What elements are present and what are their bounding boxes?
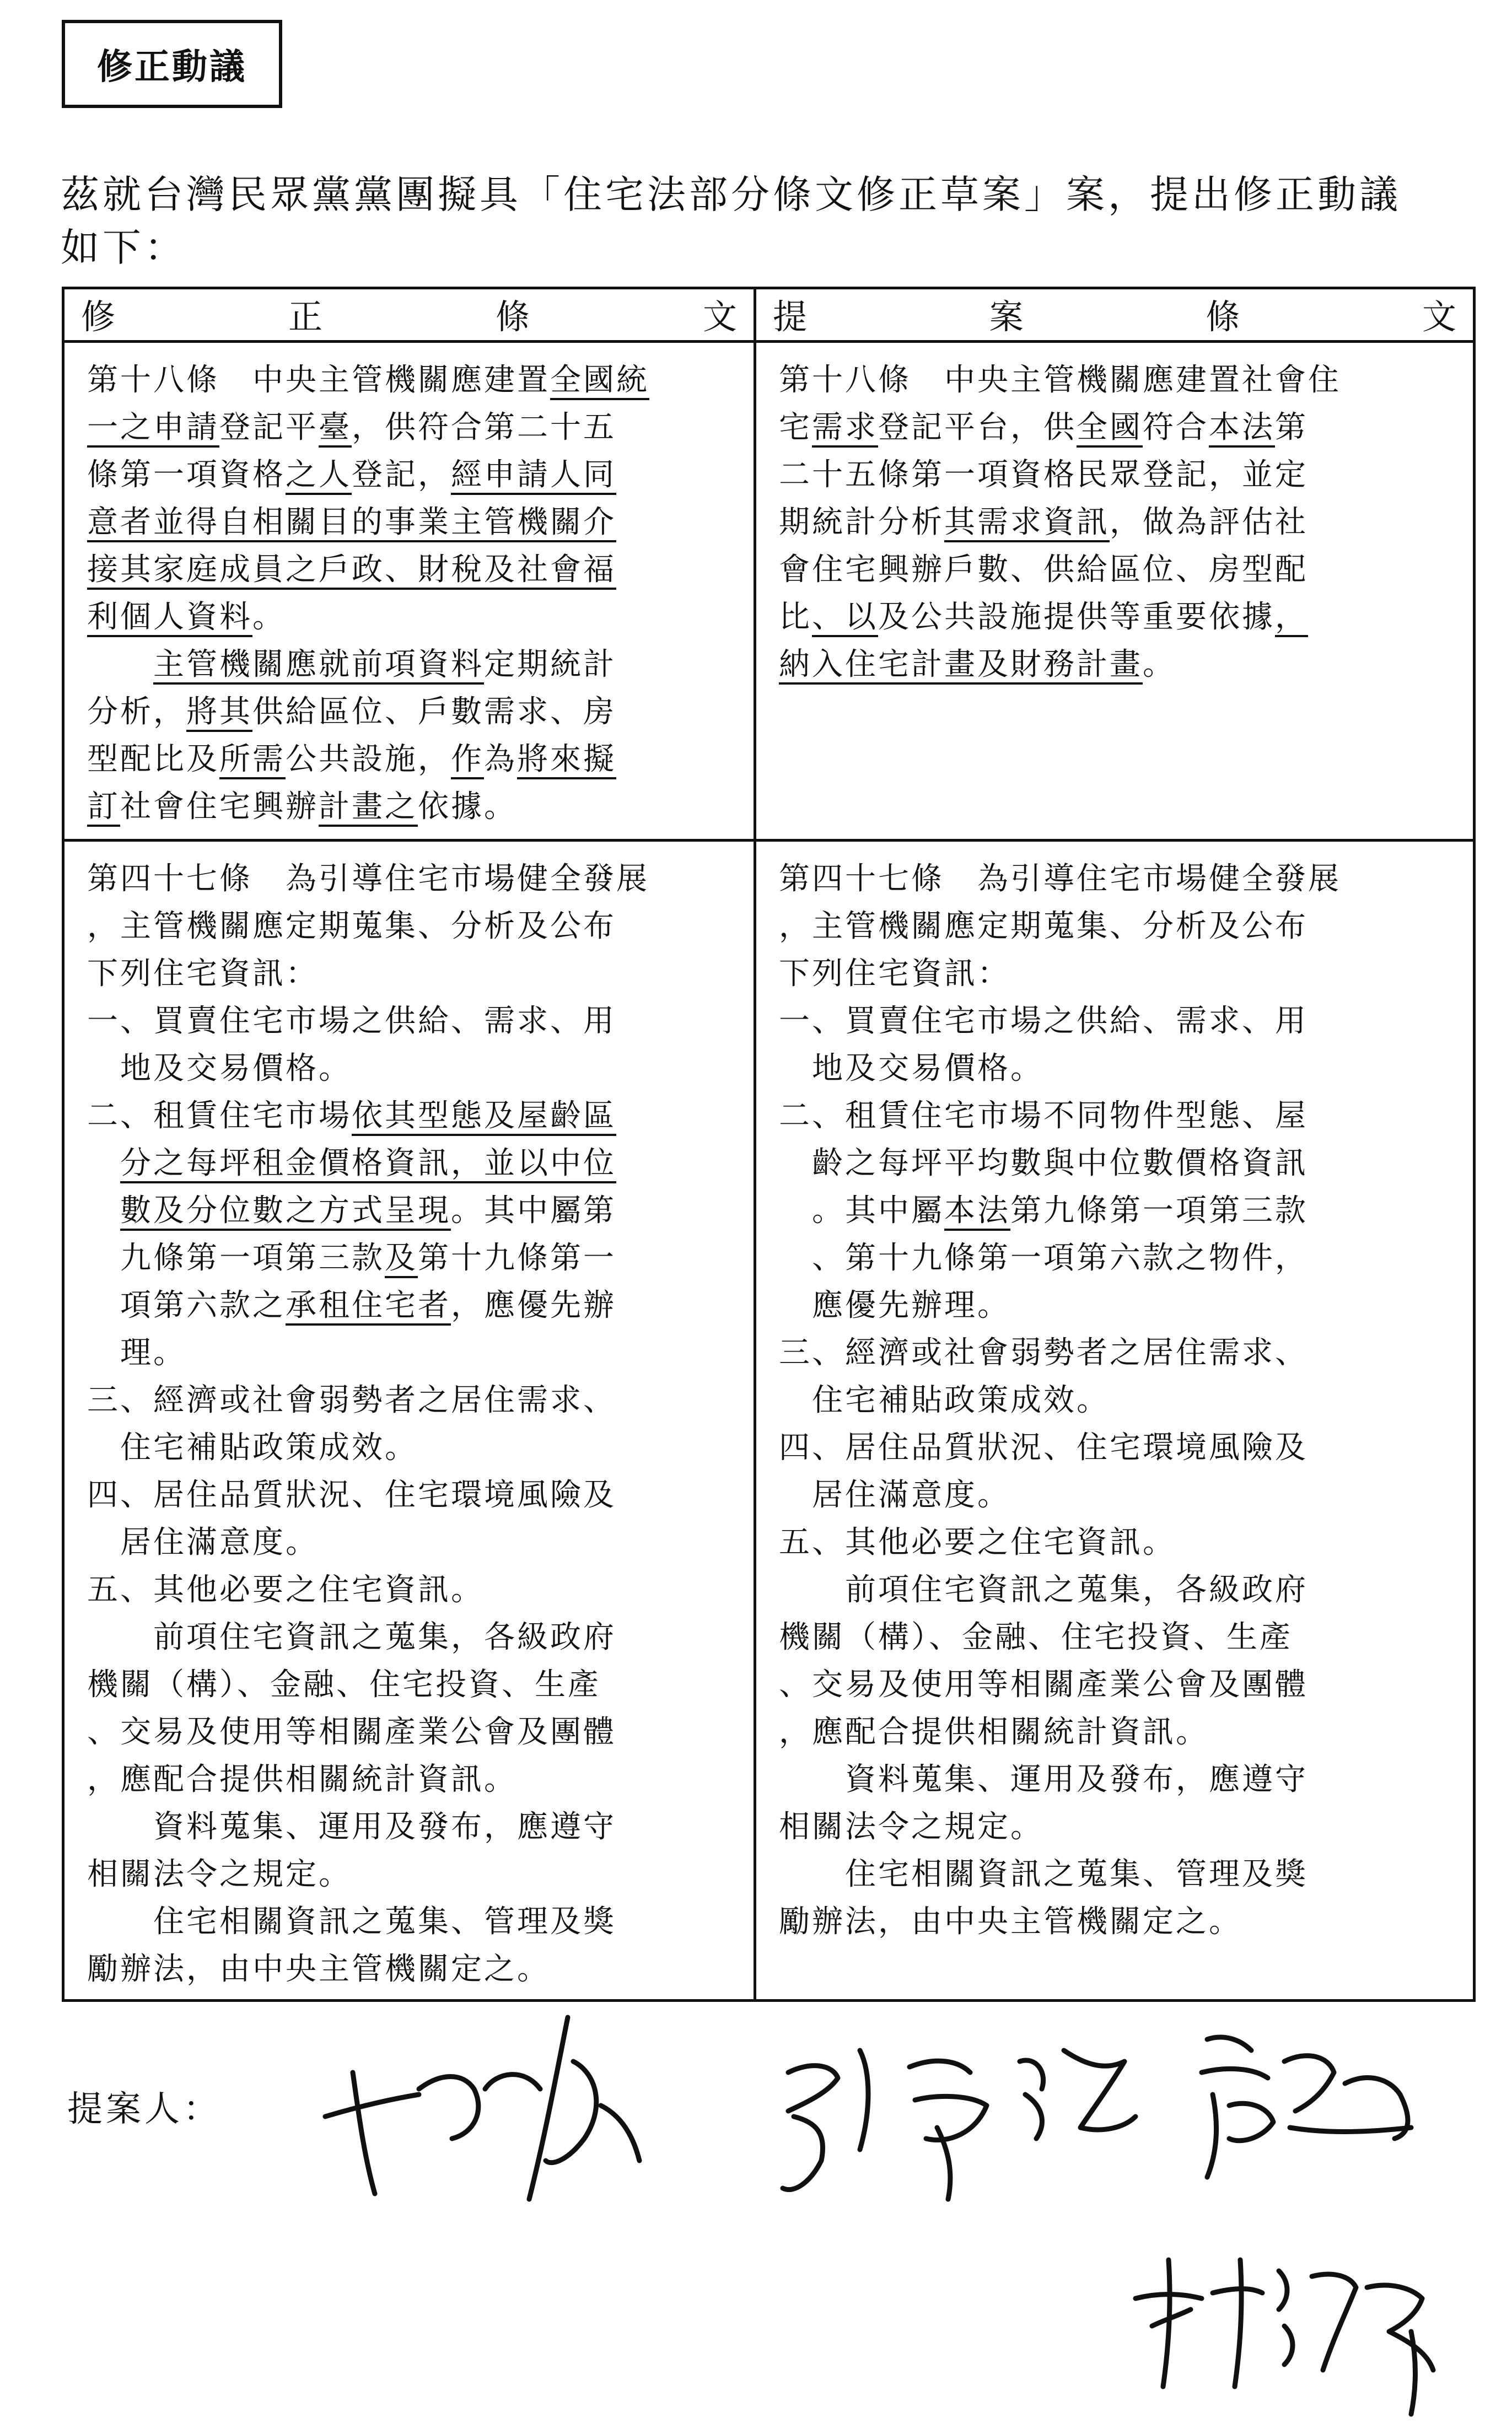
text-segment: 居住滿意度。 [779,1477,1010,1513]
text-line [779,1377,1452,1424]
text-segment: ，供符合第二十五 [352,410,616,445]
text-line [779,451,1452,499]
text-line [779,1614,1452,1661]
text-segment: 五、其他必要之住宅資訊。 [779,1525,1176,1560]
intro-paragraph [61,168,1472,274]
text-segment: 資料蒐集、運用及發布，應遵守 [779,1762,1308,1797]
text-line [87,1377,733,1424]
text-line [779,1756,1452,1803]
text-segment: 、交易及使用等相關產業公會及團體 [87,1714,616,1750]
article-47-row [63,841,1475,2001]
underlined-text: 全國統 [550,362,649,400]
underlined-text: 納入住宅計畫及財務計畫 [779,647,1143,685]
underlined-text: 將來擬 [517,741,616,779]
text-segment: 住宅補貼政策成效。 [779,1382,1110,1418]
text-line [87,404,733,451]
underlined-text: 意者並得自相關目的事業主管機關介 [87,504,616,542]
underlined-text: 依其型態及屋齡區 [352,1098,616,1136]
text-line [779,1187,1452,1235]
text-segment: 為 [484,741,517,777]
underlined-text: 本法 [944,1193,1010,1231]
text-segment [87,647,153,682]
intro-line: 茲就台灣民眾黨黨團擬具「住宅法部分條文修正草案」案，提出修正動議 [61,172,1401,217]
text-segment: 會住宅興辦戶數、供給區位、房型配 [779,552,1308,588]
text-line [87,1472,733,1519]
text-segment: 第四十七條 為引導住宅市場健全發展 [87,861,649,897]
underlined-text: 本法 [1209,410,1275,448]
header-char: 案 [989,297,1024,337]
text-segment: 登記， [352,457,451,493]
signature-2 [783,2050,1136,2199]
underlined-text: 所需 [219,741,286,779]
text-line [87,1282,733,1329]
text-segment: 依據。 [418,789,517,825]
text-segment: 下列住宅資訊： [779,956,1010,992]
text-line [779,594,1452,641]
text-line [87,1946,733,1993]
text-line [779,998,1452,1045]
text-line [87,357,733,404]
text-segment: 宅 [779,410,812,445]
amended-article-18 [63,342,755,841]
text-segment: 分析， [87,694,186,730]
text-segment: ，應配合提供相關統計資訊。 [779,1714,1209,1750]
text-line [87,855,733,903]
underlined-text: 之人 [286,457,352,495]
text-line [779,1045,1452,1092]
text-line [779,1424,1452,1472]
document-title: 修正動議 [62,20,282,108]
text-segment: 應優先辦理。 [779,1288,1010,1323]
signature-3 [1202,2037,1411,2177]
text-segment: 四、居住品質狀況、住宅環境風險及 [87,1477,616,1513]
signature-4 [1136,2260,1433,2414]
text-line [779,903,1452,950]
text-segment: 。其中屬 [779,1193,944,1229]
text-segment: 、交易及使用等相關產業公會及團體 [779,1667,1308,1703]
text-line [87,1898,733,1946]
text-line [87,1424,733,1472]
text-line [779,1709,1452,1756]
text-segment: 機關（構）、金融、住宅投資、生產 [87,1667,601,1703]
text-line [87,1566,733,1614]
text-line [87,546,733,594]
header-amended-text [63,288,755,342]
article-18-row [63,342,1475,841]
text-line [779,546,1452,594]
text-segment: 四、居住品質狀況、住宅環境風險及 [779,1430,1308,1466]
underlined-text: 經申請人同 [451,457,616,495]
header-proposed-text [755,288,1475,342]
underlined-text: 數及分位數之方式呈現 [120,1193,451,1231]
text-segment: ，主管機關應定期蒐集、分析及公布 [87,908,616,944]
text-segment: 登記平台，供 [878,410,1077,445]
underlined-text: 作 [451,741,484,779]
header-char: 文 [702,297,737,337]
text-line [779,404,1452,451]
text-segment: 二十五條第一項資格民眾登記，並定 [779,457,1308,493]
text-line [87,1329,733,1377]
text-segment [87,1145,120,1181]
underlined-text: 及 [385,1240,418,1278]
text-segment: 。 [252,599,286,635]
header-char: 正 [288,297,322,337]
text-segment: 三、經濟或社會弱勢者之居住需求、 [779,1335,1308,1371]
text-line [779,1898,1452,1946]
text-segment: 五、其他必要之住宅資訊。 [87,1572,484,1608]
text-line [87,1661,733,1709]
text-line [779,1329,1452,1377]
underlined-text: 主管機關應就前項資料 [153,647,484,685]
text-segment: 機關（構）、金融、住宅投資、生產 [779,1619,1293,1655]
text-line [779,950,1452,998]
text-line [779,1803,1452,1851]
text-segment: 勵辦法，由中央主管機關定之。 [87,1951,550,1987]
underlined-text: ， [1275,599,1308,637]
text-line [779,1472,1452,1519]
text-segment: 符合 [1143,410,1209,445]
text-line [87,950,733,998]
text-segment: 型配比及 [87,741,219,777]
text-line [779,1140,1452,1187]
text-segment: 第十八條 中央主管機關應建置社會住 [779,362,1341,398]
text-segment: 勵辦法，由中央主管機關定之。 [779,1904,1242,1940]
text-line [87,736,733,783]
signature-1 [325,2017,639,2199]
signatures-area [0,2012,1512,2420]
text-segment: 供給區位、戶數需求、房 [252,694,616,730]
underlined-text: 計畫之 [319,789,418,827]
text-segment: 前項住宅資訊之蒐集，各級政府 [779,1572,1308,1608]
text-segment: ，做為評估社 [1110,504,1308,540]
text-line [779,1566,1452,1614]
text-line [87,594,733,641]
header-char: 條 [1206,297,1240,337]
text-line [87,1187,733,1235]
text-segment: 第四十七條 為引導住宅市場健全發展 [779,861,1341,897]
underlined-text: 其需求資訊 [944,504,1110,542]
amended-article-47 [63,841,755,2001]
table-header-row [63,288,1475,342]
text-line [87,1709,733,1756]
text-segment: 期統計分析 [779,504,944,540]
text-line [87,641,733,688]
text-segment: 資料蒐集、運用及發布，應遵守 [87,1809,616,1845]
text-line [779,357,1452,404]
text-line [87,1614,733,1661]
text-segment: 住宅補貼政策成效。 [87,1430,418,1466]
proposers-label: 提案人： [67,2089,222,2130]
text-segment [87,1193,120,1229]
text-segment: 第九條第一項第三款 [1010,1193,1308,1229]
text-line [87,1140,733,1187]
underlined-text: 分之每坪租金價格資訊，並以中位 [120,1145,616,1183]
text-line [779,1661,1452,1709]
text-line [87,1235,733,1282]
text-segment: 登記平 [219,410,319,445]
text-segment: 第 [1275,410,1308,445]
text-line [779,1282,1452,1329]
text-line [87,1045,733,1092]
text-line [779,1851,1452,1898]
text-segment: 、第十九條第一項第六款之物件， [779,1240,1308,1276]
text-segment: 條第一項資格 [87,457,286,493]
text-line [779,641,1452,688]
comparison-table [62,287,1476,2002]
text-segment: 九條第一項第三款 [87,1240,385,1276]
text-segment: 二、租賃住宅市場不同物件型態、屋 [779,1098,1308,1134]
text-segment: 理。 [87,1335,186,1371]
text-line [779,1092,1452,1140]
text-segment: 相關法令之規定。 [779,1809,1043,1845]
text-line [779,499,1452,546]
text-segment: 社會住宅興辦 [120,789,319,825]
text-segment: 地及交易價格。 [87,1051,352,1086]
text-line [87,1803,733,1851]
text-segment: 二、租賃住宅市場 [87,1098,352,1134]
text-line [779,855,1452,903]
text-segment: 相關法令之規定。 [87,1856,352,1892]
text-segment: ，主管機關應定期蒐集、分析及公布 [779,908,1308,944]
text-segment: 項第六款之 [87,1288,286,1323]
text-line [779,1519,1452,1566]
underlined-text: 需求 [812,410,878,448]
underlined-text: 接其家庭成員之戶政、財稅及社會福 [87,552,616,590]
text-line [87,451,733,499]
underlined-text: 一之申請 [87,410,219,448]
text-segment: 。其中屬第 [451,1193,616,1229]
text-segment: 第十八條 中央主管機關應建置 [87,362,550,398]
text-segment: 第十九條第一 [418,1240,616,1276]
text-line [87,1851,733,1898]
text-line [779,1235,1452,1282]
text-segment: ，應優先辦 [451,1288,616,1323]
header-char: 文 [1422,297,1456,337]
underlined-text: 將其 [186,694,252,732]
text-segment: ，應配合提供相關統計資訊。 [87,1762,517,1797]
text-segment: 比 [779,599,812,635]
text-segment: 居住滿意度。 [87,1525,319,1560]
text-line [87,998,733,1045]
underlined-text: 臺 [319,410,352,448]
underlined-text: 全國 [1077,410,1143,448]
header-char: 條 [495,297,530,337]
text-line [87,688,733,736]
text-segment: 下列住宅資訊： [87,956,319,992]
text-line [87,903,733,950]
text-segment: 住宅相關資訊之蒐集、管理及獎 [87,1904,616,1940]
text-segment: 前項住宅資訊之蒐集，各級政府 [87,1619,616,1655]
intro-line: 如下： [61,225,186,270]
text-segment: 地及交易價格。 [779,1051,1043,1086]
text-segment: 三、經濟或社會弱勢者之居住需求、 [87,1382,616,1418]
text-line [87,499,733,546]
text-line [87,783,733,831]
text-segment: 一、買賣住宅市場之供給、需求、用 [779,1003,1308,1039]
text-segment: 。 [1143,647,1176,682]
proposed-article-47 [755,841,1475,2001]
underlined-text: 訂 [87,789,120,827]
header-char: 修 [81,297,116,337]
text-line [87,1756,733,1803]
text-segment: 住宅相關資訊之蒐集、管理及獎 [779,1856,1308,1892]
text-segment: 定期統計 [484,647,616,682]
underlined-text: 利個人資料 [87,599,252,637]
underlined-text: 承租住宅者 [286,1288,451,1326]
proposed-article-18 [755,342,1475,841]
text-line [87,1092,733,1140]
text-segment: 一、買賣住宅市場之供給、需求、用 [87,1003,616,1039]
text-segment: 及公共設施提供等重要依據 [878,599,1275,635]
text-line [87,1519,733,1566]
header-char: 提 [773,297,808,337]
underlined-text: 、以 [812,599,878,637]
text-segment: 齡之每坪平均數與中位數價格資訊 [779,1145,1308,1181]
text-segment: 公共設施， [286,741,451,777]
